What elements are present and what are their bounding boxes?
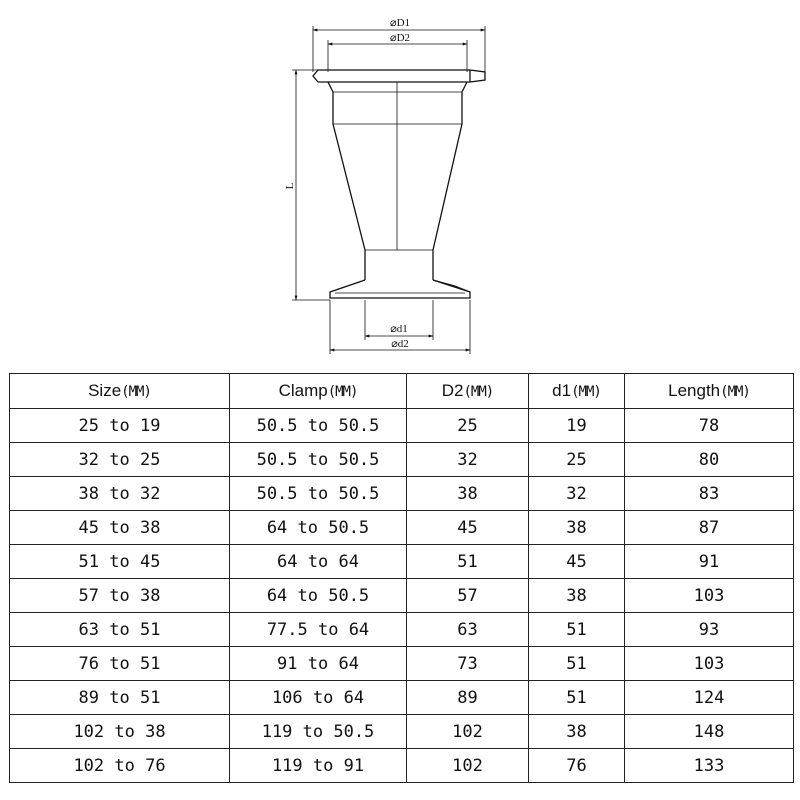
size-cell: 76 to 51 bbox=[10, 647, 230, 681]
d1-cell: 51 bbox=[529, 613, 625, 647]
header-size: Size(MM) bbox=[10, 374, 230, 409]
clamp-cell: 91 to 64 bbox=[230, 647, 407, 681]
length-cell: 93 bbox=[625, 613, 794, 647]
reducer-technical-drawing bbox=[0, 0, 800, 365]
size-cell: 32 to 25 bbox=[10, 443, 230, 477]
length-cell: 83 bbox=[625, 477, 794, 511]
bottom-flange bbox=[330, 280, 470, 298]
clamp-cell: 50.5 to 50.5 bbox=[230, 409, 407, 443]
length-cell: 80 bbox=[625, 443, 794, 477]
d1-cell: 51 bbox=[529, 647, 625, 681]
length-cell: 148 bbox=[625, 715, 794, 749]
d1-cell: 38 bbox=[529, 511, 625, 545]
d1-cell: 38 bbox=[529, 715, 625, 749]
table-row bbox=[10, 443, 794, 477]
label-d2: ⌀d2 bbox=[391, 338, 409, 350]
clamp-cell: 50.5 to 50.5 bbox=[230, 443, 407, 477]
size-cell: 51 to 45 bbox=[10, 545, 230, 579]
length-cell: 103 bbox=[625, 579, 794, 613]
d2-cell: 102 bbox=[407, 715, 529, 749]
size-cell: 45 to 38 bbox=[10, 511, 230, 545]
d1-cell: 45 bbox=[529, 545, 625, 579]
size-cell: 25 to 19 bbox=[10, 409, 230, 443]
length-cell: 91 bbox=[625, 545, 794, 579]
d1-cell: 32 bbox=[529, 477, 625, 511]
table-row bbox=[10, 715, 794, 749]
label-d1: ⌀d1 bbox=[390, 323, 408, 335]
table-row bbox=[10, 681, 794, 715]
d2-cell: 45 bbox=[407, 511, 529, 545]
d2-cell: 32 bbox=[407, 443, 529, 477]
d1-cell: 76 bbox=[529, 749, 625, 783]
clamp-cell: 64 to 50.5 bbox=[230, 579, 407, 613]
bottom-neck bbox=[365, 250, 433, 280]
clamp-cell: 119 to 91 bbox=[230, 749, 407, 783]
d1-cell: 51 bbox=[529, 681, 625, 715]
clamp-cell: 106 to 64 bbox=[230, 681, 407, 715]
size-cell: 102 to 38 bbox=[10, 715, 230, 749]
clamp-cell: 64 to 50.5 bbox=[230, 511, 407, 545]
d2-cell: 73 bbox=[407, 647, 529, 681]
label-L: L bbox=[284, 182, 296, 190]
size-cell: 89 to 51 bbox=[10, 681, 230, 715]
clamp-cell: 77.5 to 64 bbox=[230, 613, 407, 647]
table-header-row bbox=[10, 374, 794, 409]
d2-cell: 38 bbox=[407, 477, 529, 511]
label-D1: ⌀D1 bbox=[389, 17, 411, 29]
size-cell: 57 to 38 bbox=[10, 579, 230, 613]
top-neck bbox=[328, 82, 467, 124]
table-row bbox=[10, 579, 794, 613]
d1-cell: 38 bbox=[529, 579, 625, 613]
length-cell: 87 bbox=[625, 511, 794, 545]
length-cell: 133 bbox=[625, 749, 794, 783]
specification-table bbox=[9, 373, 794, 783]
table-row bbox=[10, 511, 794, 545]
table-row bbox=[10, 545, 794, 579]
length-cell: 78 bbox=[625, 409, 794, 443]
header-d1: d1(MM) bbox=[529, 374, 625, 409]
header-length: Length(MM) bbox=[625, 374, 794, 409]
d1-cell: 25 bbox=[529, 443, 625, 477]
d2-cell: 89 bbox=[407, 681, 529, 715]
d2-cell: 25 bbox=[407, 409, 529, 443]
label-D2: ⌀D2 bbox=[389, 32, 411, 44]
size-cell: 102 to 76 bbox=[10, 749, 230, 783]
header-clamp: Clamp(MM) bbox=[230, 374, 407, 409]
size-cell: 38 to 32 bbox=[10, 477, 230, 511]
d2-cell: 102 bbox=[407, 749, 529, 783]
length-cell: 124 bbox=[625, 681, 794, 715]
table-row bbox=[10, 613, 794, 647]
clamp-cell: 64 to 64 bbox=[230, 545, 407, 579]
clamp-cell: 50.5 to 50.5 bbox=[230, 477, 407, 511]
table-row bbox=[10, 409, 794, 443]
d2-cell: 57 bbox=[407, 579, 529, 613]
top-flange bbox=[313, 70, 485, 82]
d2-cell: 51 bbox=[407, 545, 529, 579]
cone-body bbox=[333, 124, 462, 250]
d1-cell: 19 bbox=[529, 409, 625, 443]
table-body bbox=[10, 409, 794, 783]
d2-cell: 63 bbox=[407, 613, 529, 647]
header-d2: D2(MM) bbox=[407, 374, 529, 409]
size-cell: 63 to 51 bbox=[10, 613, 230, 647]
length-cell: 103 bbox=[625, 647, 794, 681]
table-row bbox=[10, 477, 794, 511]
clamp-cell: 119 to 50.5 bbox=[230, 715, 407, 749]
table-row bbox=[10, 647, 794, 681]
table-row bbox=[10, 749, 794, 783]
